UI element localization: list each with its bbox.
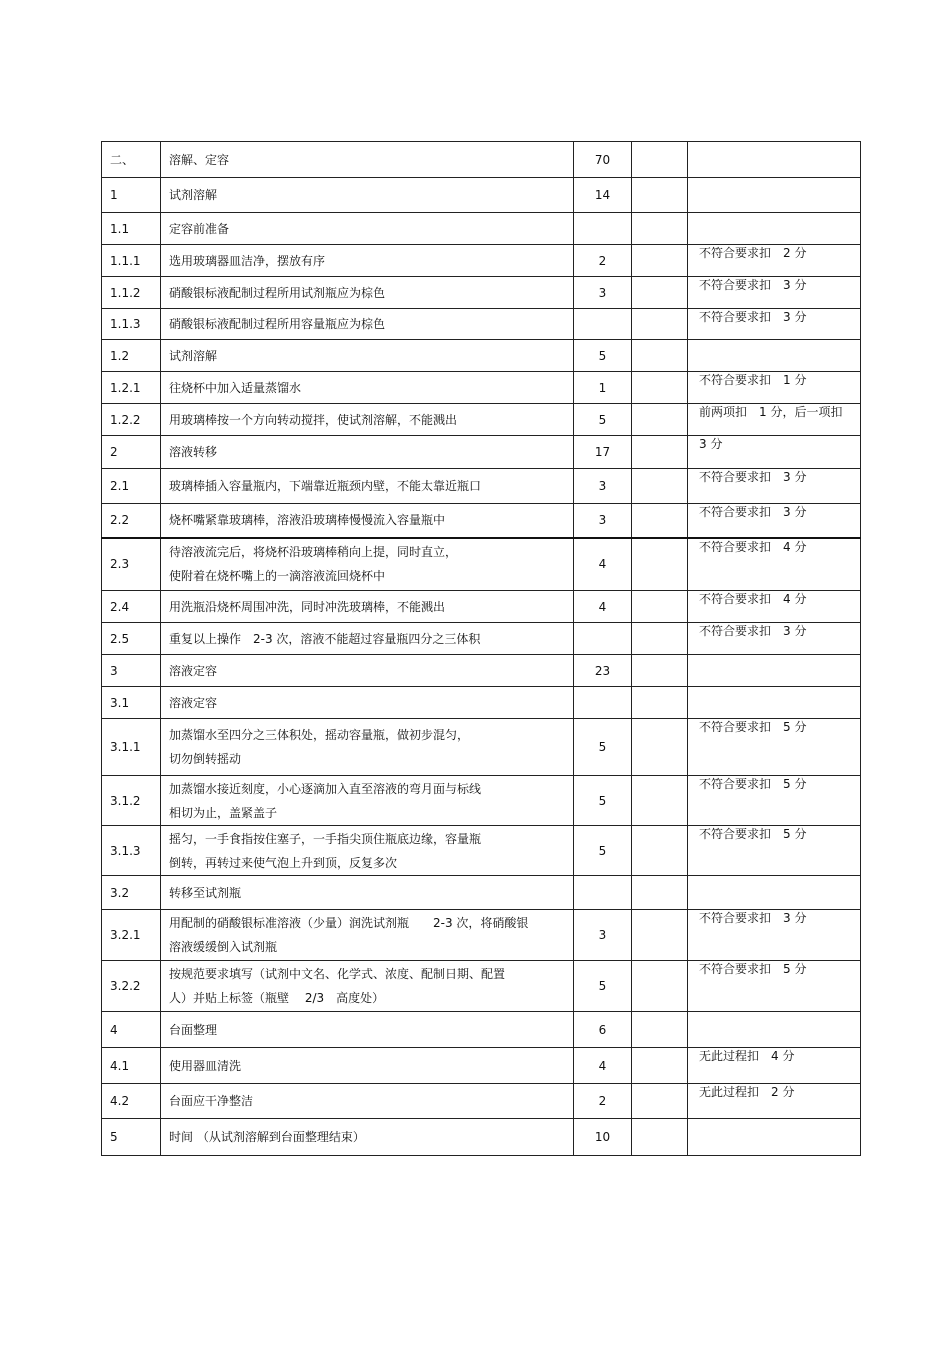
row-blank-cell	[632, 436, 688, 469]
table-row	[102, 719, 861, 776]
row-item-line: 溶液转移	[169, 445, 218, 459]
table-row	[102, 591, 861, 623]
row-number: 3.2.1	[102, 910, 161, 961]
row-deduction-note	[688, 910, 861, 961]
row-item-line: 加蒸馏水至四分之三体积处，摇动容量瓶，做初步混匀，	[169, 728, 470, 742]
row-number: 3.1.2	[102, 776, 161, 826]
row-item-line: 试剂溶解	[169, 188, 218, 202]
row-deduction-text: 3 分	[699, 437, 723, 451]
row-score: 14	[574, 178, 632, 213]
row-number: 二、	[102, 142, 161, 178]
row-deduction-text: 不符合要求扣 3 分	[699, 911, 807, 925]
scoring-table-body	[102, 142, 861, 1156]
row-deduction-note	[688, 1048, 861, 1084]
row-deduction-text: 不符合要求扣 3 分	[699, 310, 807, 324]
row-item	[161, 1119, 574, 1156]
row-number: 4.1	[102, 1048, 161, 1084]
row-number: 1.2.1	[102, 372, 161, 404]
row-blank-cell	[632, 1119, 688, 1156]
row-score: 2	[574, 1084, 632, 1119]
row-deduction-note	[688, 178, 861, 213]
row-number: 1	[102, 178, 161, 213]
row-item-line: 相切为止，盖紧盖子	[169, 805, 278, 820]
row-score: 23	[574, 655, 632, 687]
row-deduction-note	[688, 538, 861, 591]
row-number: 4	[102, 1012, 161, 1048]
table-row	[102, 213, 861, 245]
row-item-line: 重复以上操作 2-3 次，溶液不能超过容量瓶四分之三体积	[169, 631, 481, 646]
row-item-line: 溶解、定容	[169, 152, 230, 167]
row-number: 2.3	[102, 538, 161, 591]
table-row	[102, 1119, 861, 1156]
row-score: 2	[574, 245, 632, 277]
row-deduction-text: 不符合要求扣 1 分	[699, 373, 807, 387]
row-item	[161, 1048, 574, 1084]
row-item-line: 台面整理	[169, 1022, 218, 1037]
table-row	[102, 277, 861, 309]
row-number: 3.1	[102, 687, 161, 719]
row-deduction-note	[688, 436, 861, 469]
row-score	[574, 213, 632, 245]
row-item-line: 台面应干净整洁	[169, 1094, 254, 1108]
row-item-line: 切勿倒转摇动	[169, 752, 242, 766]
table-row	[102, 504, 861, 538]
row-score: 5	[574, 340, 632, 372]
row-deduction-note	[688, 372, 861, 404]
row-score: 5	[574, 719, 632, 776]
row-deduction-text: 不符合要求扣 3 分	[699, 505, 807, 519]
row-score	[574, 687, 632, 719]
row-item	[161, 719, 574, 776]
row-item	[161, 591, 574, 623]
row-item	[161, 213, 574, 245]
row-deduction-note	[688, 623, 861, 655]
row-deduction-text: 不符合要求扣 5 分	[699, 962, 807, 976]
row-blank-cell	[632, 719, 688, 776]
row-item-line: 溶液定容	[169, 663, 218, 678]
table-row	[102, 655, 861, 687]
row-item	[161, 504, 574, 538]
row-item-line: 定容前准备	[169, 221, 230, 236]
row-item	[161, 910, 574, 961]
row-item	[161, 826, 574, 876]
row-blank-cell	[632, 340, 688, 372]
row-deduction-note	[688, 340, 861, 372]
row-item	[161, 340, 574, 372]
row-item	[161, 623, 574, 655]
row-deduction-note	[688, 1084, 861, 1119]
table-row	[102, 687, 861, 719]
row-item-line: 往烧杯中加入适量蒸馏水	[169, 380, 302, 395]
row-number: 1.1.2	[102, 277, 161, 309]
row-blank-cell	[632, 469, 688, 504]
row-number: 3.1.3	[102, 826, 161, 876]
row-blank-cell	[632, 910, 688, 961]
row-deduction-note	[688, 469, 861, 504]
table-row	[102, 340, 861, 372]
row-score	[574, 309, 632, 340]
row-number: 2.4	[102, 591, 161, 623]
scoring-table	[101, 141, 861, 1156]
row-item-line: 硝酸银标液配制过程所用容量瓶应为棕色	[169, 317, 386, 331]
row-item	[161, 538, 574, 591]
table-row	[102, 178, 861, 213]
row-blank-cell	[632, 591, 688, 623]
table-row	[102, 1048, 861, 1084]
table-row	[102, 876, 861, 910]
table-row	[102, 961, 861, 1012]
row-item	[161, 142, 574, 178]
row-item-line: 用玻璃棒按一个方向转动搅拌，使试剂溶解，不能溅出	[169, 412, 458, 427]
row-blank-cell	[632, 1048, 688, 1084]
row-item	[161, 372, 574, 404]
row-deduction-note	[688, 687, 861, 719]
row-score	[574, 876, 632, 910]
row-deduction-text: 不符合要求扣 4 分	[699, 592, 807, 606]
row-blank-cell	[632, 538, 688, 591]
row-item	[161, 404, 574, 436]
row-item	[161, 309, 574, 340]
row-item-line: 摇匀，一手食指按住塞子，一手指尖顶住瓶底边缘，容量瓶	[169, 831, 482, 846]
row-number: 1.2	[102, 340, 161, 372]
row-item	[161, 277, 574, 309]
table-row	[102, 1084, 861, 1119]
table-row	[102, 469, 861, 504]
row-number: 5	[102, 1119, 161, 1156]
row-blank-cell	[632, 277, 688, 309]
row-number: 4.2	[102, 1084, 161, 1119]
table-row	[102, 910, 861, 961]
row-blank-cell	[632, 1012, 688, 1048]
row-number: 2.5	[102, 623, 161, 655]
table-row	[102, 538, 861, 591]
table-row	[102, 142, 861, 178]
row-deduction-note	[688, 719, 861, 776]
row-deduction-note	[688, 655, 861, 687]
row-score: 5	[574, 961, 632, 1012]
row-item-line: 按规范要求填写（试剂中文名、化学式、浓度、配制日期、配置	[169, 967, 506, 981]
row-deduction-text: 前两项扣 1 分，后一项扣	[699, 405, 843, 419]
row-number: 3.2	[102, 876, 161, 910]
row-blank-cell	[632, 213, 688, 245]
row-deduction-text: 不符合要求扣 2 分	[699, 246, 807, 260]
row-number: 3	[102, 655, 161, 687]
row-blank-cell	[632, 372, 688, 404]
row-item-line: 使用器皿清洗	[169, 1058, 242, 1073]
row-score: 5	[574, 776, 632, 826]
table-row	[102, 436, 861, 469]
row-deduction-text: 不符合要求扣 3 分	[699, 278, 807, 292]
row-deduction-note	[688, 1119, 861, 1156]
row-item-line: 转移至试剂瓶	[169, 885, 242, 900]
row-deduction-text: 不符合要求扣 5 分	[699, 720, 807, 734]
table-row	[102, 623, 861, 655]
row-blank-cell	[632, 504, 688, 538]
table-row	[102, 404, 861, 436]
row-item	[161, 776, 574, 826]
row-deduction-text: 无此过程扣 2 分	[699, 1085, 795, 1099]
row-number: 3.2.2	[102, 961, 161, 1012]
row-item-line: 烧杯嘴紧靠玻璃棒，溶液沿玻璃棒慢慢流入容量瓶中	[169, 513, 446, 528]
row-item-line: 试剂溶解	[169, 348, 218, 363]
row-score: 1	[574, 372, 632, 404]
row-blank-cell	[632, 687, 688, 719]
row-item-line: 时间 （从试剂溶解到台面整理结束）	[169, 1130, 365, 1144]
row-item-line: 硝酸银标液配制过程所用试剂瓶应为棕色	[169, 285, 386, 300]
row-item	[161, 436, 574, 469]
row-deduction-note	[688, 404, 861, 436]
row-item-line: 玻璃棒插入容量瓶内，下端靠近瓶颈内壁，不能太靠近瓶口	[169, 479, 482, 493]
row-deduction-text: 不符合要求扣 4 分	[699, 539, 807, 554]
row-deduction-text: 不符合要求扣 5 分	[699, 777, 807, 791]
row-item	[161, 178, 574, 213]
row-deduction-note	[688, 1012, 861, 1048]
row-item-line: 人）并贴上标签（瓶壁 2/3 高度处）	[169, 991, 385, 1005]
table-row	[102, 826, 861, 876]
row-blank-cell	[632, 655, 688, 687]
row-item	[161, 961, 574, 1012]
table-row	[102, 1012, 861, 1048]
row-deduction-note	[688, 277, 861, 309]
row-blank-cell	[632, 404, 688, 436]
row-deduction-note	[688, 826, 861, 876]
row-number: 1.1	[102, 213, 161, 245]
row-deduction-note	[688, 776, 861, 826]
row-number: 1.2.2	[102, 404, 161, 436]
row-score: 4	[574, 591, 632, 623]
row-item	[161, 1012, 574, 1048]
table-row	[102, 372, 861, 404]
row-score: 5	[574, 826, 632, 876]
row-item-line: 溶液定容	[169, 695, 218, 710]
row-blank-cell	[632, 776, 688, 826]
row-deduction-text: 不符合要求扣 5 分	[699, 827, 807, 841]
row-blank-cell	[632, 178, 688, 213]
row-number: 3.1.1	[102, 719, 161, 776]
table-row	[102, 245, 861, 277]
row-blank-cell	[632, 245, 688, 277]
row-score: 3	[574, 277, 632, 309]
row-number: 1.1.3	[102, 309, 161, 340]
row-item-line: 待溶液流完后，将烧杯沿玻璃棒稍向上提，同时直立，	[169, 545, 458, 560]
row-blank-cell	[632, 142, 688, 178]
row-blank-cell	[632, 826, 688, 876]
row-item-line: 选用玻璃器皿洁净，摆放有序	[169, 253, 326, 268]
row-item-line: 溶液缓缓倒入试剂瓶	[169, 940, 278, 954]
row-deduction-text: 无此过程扣 4 分	[699, 1049, 795, 1063]
row-blank-cell	[632, 1084, 688, 1119]
row-deduction-note	[688, 213, 861, 245]
row-deduction-text: 不符合要求扣 3 分	[699, 470, 807, 484]
row-score: 4	[574, 1048, 632, 1084]
row-item	[161, 1084, 574, 1119]
row-item-line: 用配制的硝酸银标准溶液（少量）润洗试剂瓶 2-3 次，将硝酸银	[169, 916, 529, 930]
row-blank-cell	[632, 961, 688, 1012]
row-blank-cell	[632, 623, 688, 655]
table-row	[102, 309, 861, 340]
row-number: 2.1	[102, 469, 161, 504]
row-score: 3	[574, 469, 632, 504]
row-score: 3	[574, 910, 632, 961]
row-score: 4	[574, 538, 632, 591]
row-score: 10	[574, 1119, 632, 1156]
row-item-line: 使附着在烧杯嘴上的一滴溶液流回烧杯中	[169, 569, 386, 584]
row-item-line: 用洗瓶沿烧杯周围冲洗，同时冲洗玻璃棒，不能溅出	[169, 599, 446, 614]
row-deduction-text: 不符合要求扣 3 分	[699, 624, 807, 638]
row-deduction-note	[688, 504, 861, 538]
table-row	[102, 776, 861, 826]
row-score	[574, 623, 632, 655]
row-number: 2.2	[102, 504, 161, 538]
row-number: 1.1.1	[102, 245, 161, 277]
row-deduction-note	[688, 309, 861, 340]
row-item	[161, 655, 574, 687]
row-item	[161, 469, 574, 504]
row-item	[161, 687, 574, 719]
row-blank-cell	[632, 309, 688, 340]
row-score: 3	[574, 504, 632, 538]
row-number: 2	[102, 436, 161, 469]
row-blank-cell	[632, 876, 688, 910]
row-score: 70	[574, 142, 632, 178]
row-item	[161, 245, 574, 277]
row-item-line: 倒转，再转过来使气泡上升到顶，反复多次	[169, 855, 398, 870]
row-deduction-note	[688, 591, 861, 623]
row-deduction-note	[688, 961, 861, 1012]
row-item-line: 加蒸馏水接近刻度，小心逐滴加入直至溶液的弯月面与标线	[169, 781, 482, 796]
row-item	[161, 876, 574, 910]
row-deduction-note	[688, 876, 861, 910]
row-deduction-note	[688, 245, 861, 277]
row-deduction-note	[688, 142, 861, 178]
row-score: 17	[574, 436, 632, 469]
row-score: 5	[574, 404, 632, 436]
row-score: 6	[574, 1012, 632, 1048]
